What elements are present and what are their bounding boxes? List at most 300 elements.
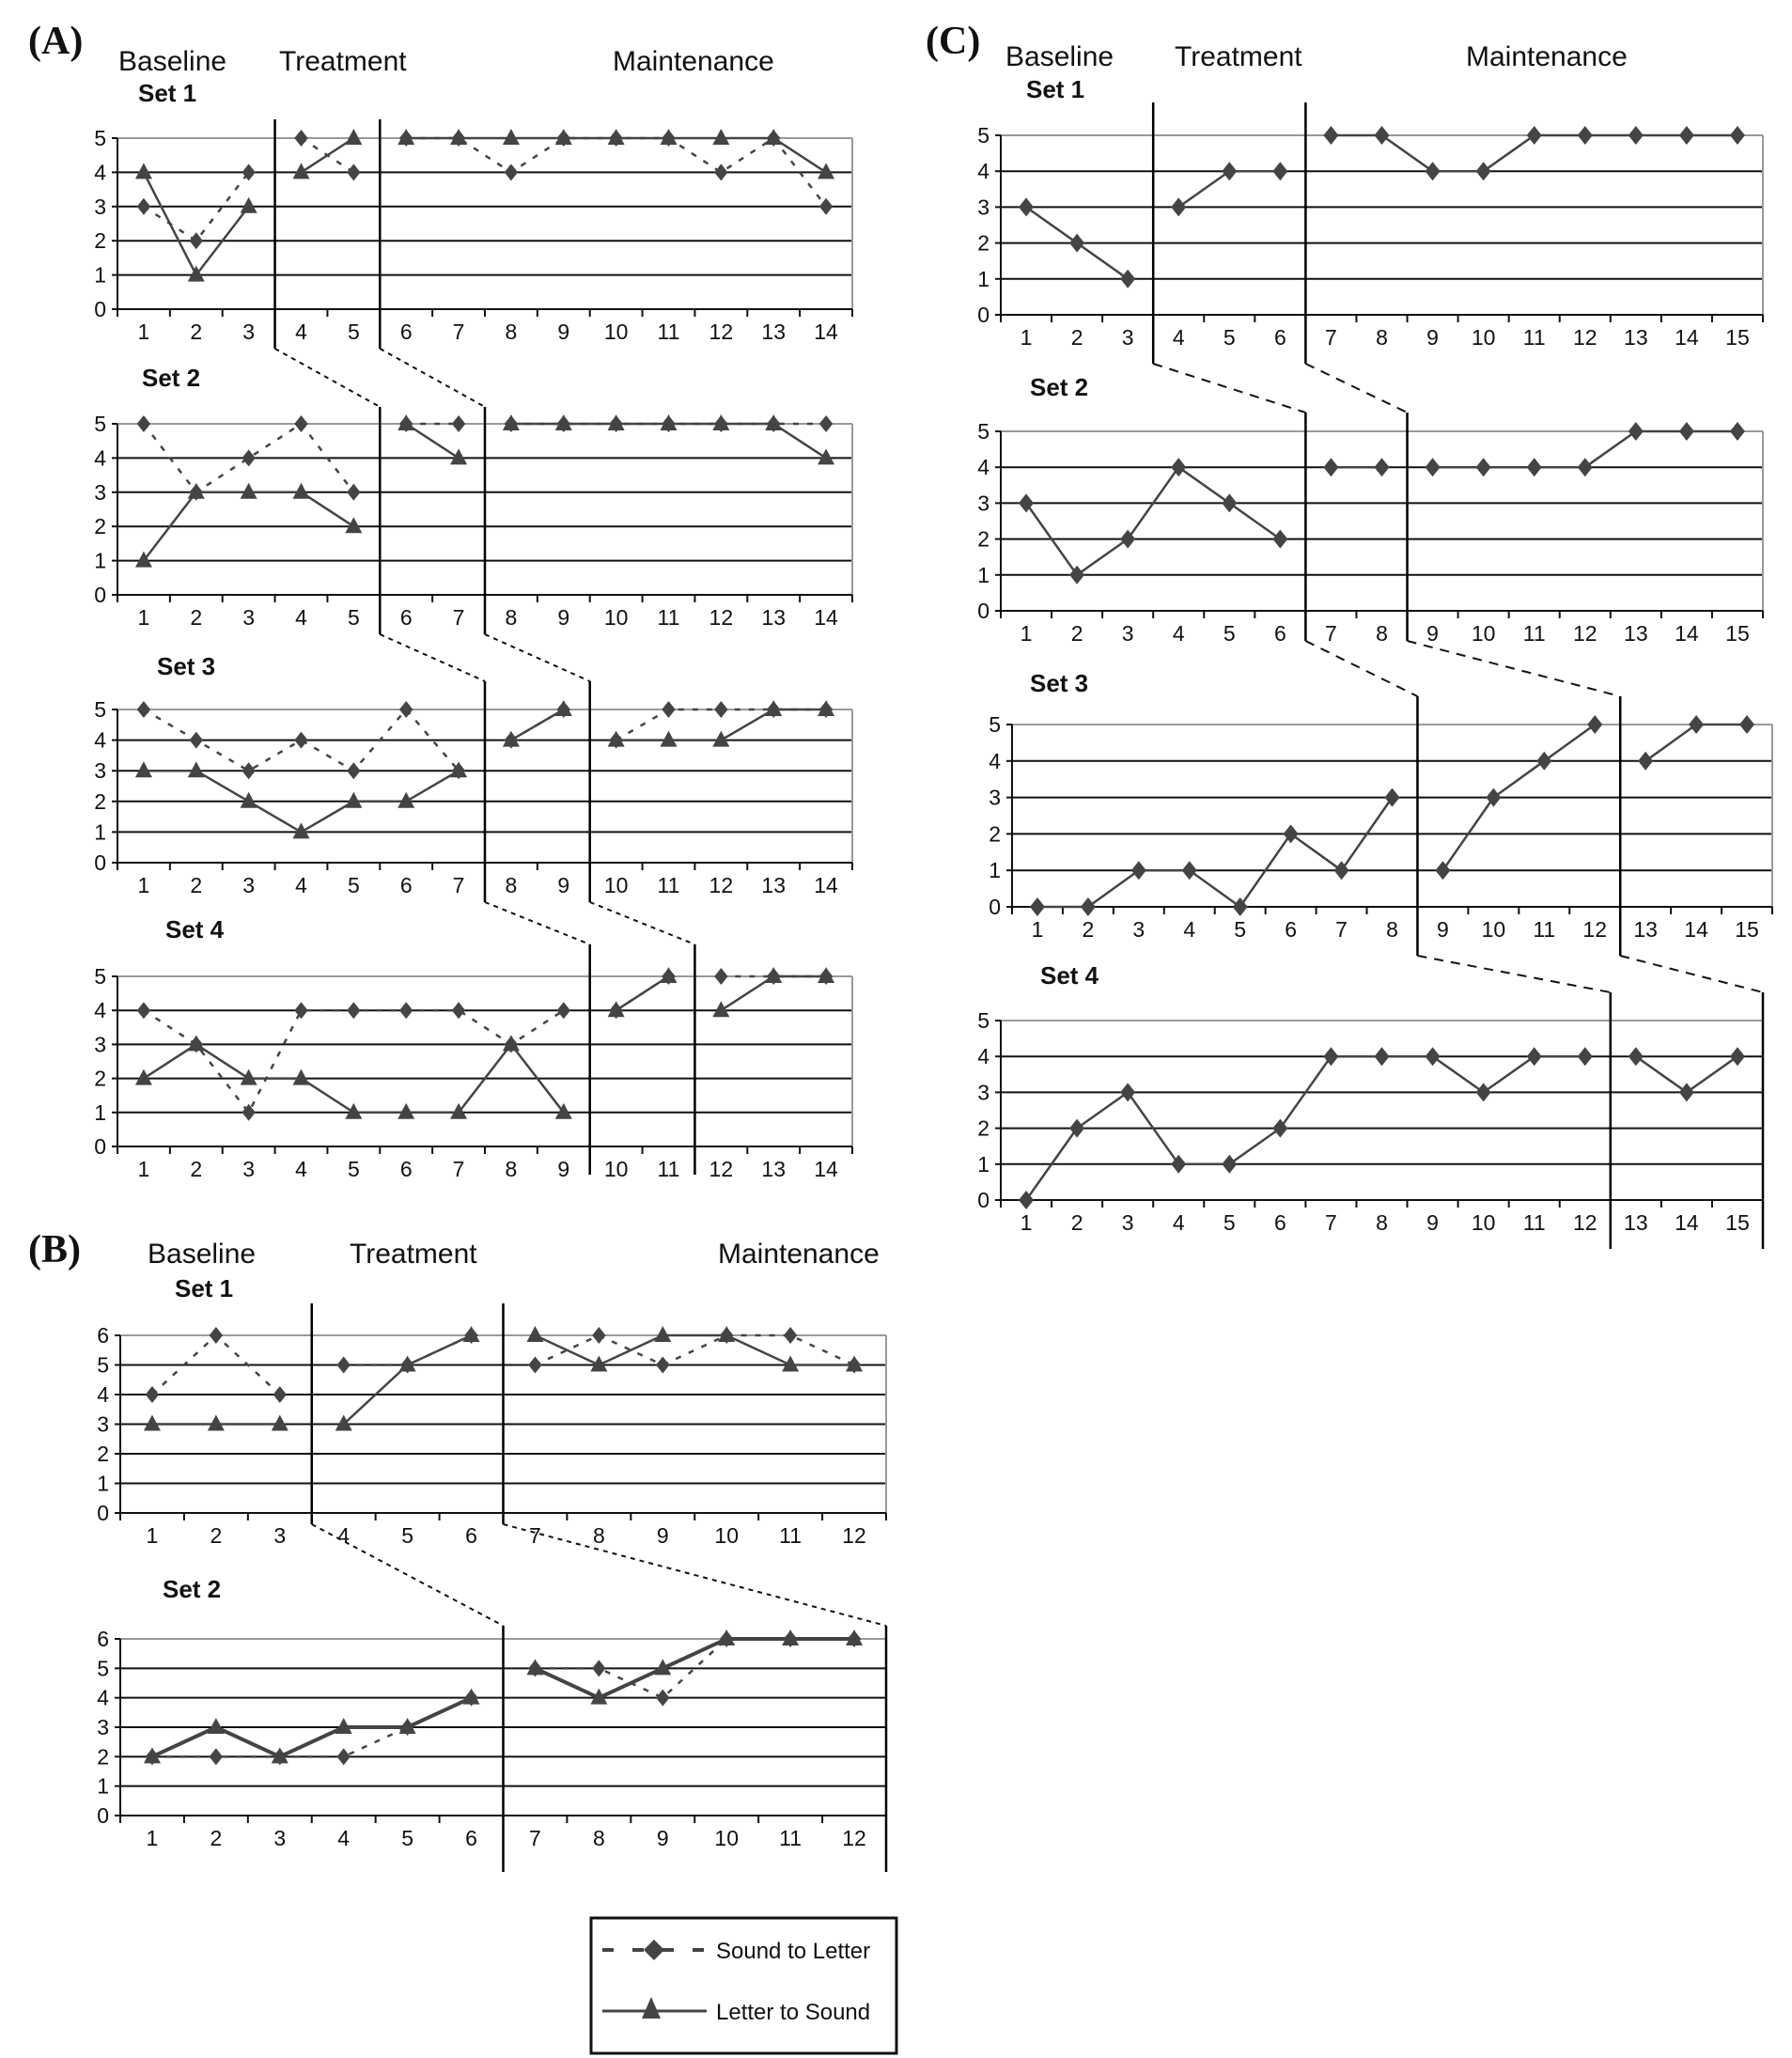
phase-connector-line bbox=[590, 902, 695, 944]
data-point-triangle bbox=[135, 761, 152, 777]
x-tick-label: 2 bbox=[190, 1157, 203, 1181]
x-tick-label: 14 bbox=[814, 1157, 838, 1181]
x-tick-label: 1 bbox=[1031, 917, 1044, 942]
data-point-diamond bbox=[714, 701, 727, 718]
series-letter-to-sound bbox=[135, 967, 834, 1119]
panel-a-treatment-label: Treatment bbox=[279, 46, 407, 77]
x-tick-label: 3 bbox=[242, 1157, 256, 1181]
data-point-triangle bbox=[526, 1326, 543, 1342]
x-tick-label: 5 bbox=[1223, 621, 1236, 646]
data-point-triangle bbox=[135, 163, 152, 179]
x-tick-label: 7 bbox=[452, 1157, 465, 1181]
data-point-diamond bbox=[294, 130, 307, 147]
legend-label-letter-to-sound: Letter to Sound bbox=[716, 2000, 871, 2025]
phase-connector-line bbox=[380, 634, 485, 681]
data-point-diamond bbox=[1222, 1155, 1237, 1174]
x-tick-label: 6 bbox=[1273, 1210, 1286, 1235]
data-point-diamond bbox=[190, 232, 203, 249]
phase-connector-line bbox=[380, 349, 485, 407]
x-tick-label: 7 bbox=[452, 605, 465, 630]
series-line bbox=[344, 1335, 472, 1425]
data-point-triangle bbox=[818, 967, 834, 983]
panel-c-maintenance-label: Maintenance bbox=[1466, 41, 1628, 72]
series-line bbox=[302, 138, 354, 172]
data-point-triangle bbox=[661, 967, 678, 983]
data-point-triangle bbox=[397, 414, 414, 430]
x-tick-label: 8 bbox=[1376, 325, 1388, 350]
x-tick-label: 4 bbox=[295, 1157, 307, 1181]
legend-label-sound-to-letter: Sound to Letter bbox=[716, 1939, 871, 1964]
y-tick-label: 2 bbox=[977, 1115, 989, 1141]
x-tick-label: 14 bbox=[1675, 325, 1699, 350]
x-tick-label: 8 bbox=[505, 605, 518, 630]
x-tick-label: 12 bbox=[709, 320, 734, 344]
y-tick-label: 5 bbox=[989, 712, 1001, 737]
y-tick-label: 2 bbox=[97, 1744, 109, 1770]
x-tick-label: 2 bbox=[1070, 621, 1083, 646]
data-point-triangle bbox=[555, 700, 572, 716]
x-tick-label: 5 bbox=[347, 320, 360, 344]
x-tick-label: 12 bbox=[1572, 325, 1597, 350]
data-point-diamond bbox=[137, 701, 150, 718]
data-point-diamond bbox=[137, 415, 150, 432]
data-point-diamond bbox=[337, 1357, 351, 1374]
data-point-triangle bbox=[608, 1001, 625, 1017]
y-tick-label: 3 bbox=[94, 194, 106, 219]
data-point-diamond bbox=[210, 1748, 223, 1765]
data-point-diamond bbox=[1272, 530, 1287, 549]
data-point-diamond bbox=[137, 198, 150, 215]
data-point-diamond bbox=[1375, 1047, 1390, 1066]
x-tick-label: 1 bbox=[146, 1826, 159, 1850]
data-point-diamond bbox=[347, 762, 360, 779]
data-point-diamond bbox=[557, 1002, 570, 1019]
data-point-triangle bbox=[208, 1718, 225, 1734]
x-tick-label: 11 bbox=[1522, 1210, 1546, 1235]
data-point-triangle bbox=[765, 967, 782, 983]
a-set4-title: Set 4 bbox=[165, 915, 225, 943]
data-point-diamond bbox=[1120, 270, 1135, 288]
y-tick-label: 2 bbox=[977, 526, 989, 552]
y-tick-label: 1 bbox=[977, 266, 989, 291]
data-point-triangle bbox=[345, 792, 362, 808]
x-tick-label: 4 bbox=[1172, 1210, 1185, 1235]
x-tick-label: 2 bbox=[210, 1826, 223, 1850]
data-point-diamond bbox=[1578, 126, 1593, 145]
x-tick-label: 3 bbox=[1121, 621, 1134, 646]
x-tick-label: 14 bbox=[814, 320, 838, 344]
x-tick-label: 1 bbox=[146, 1523, 159, 1548]
panel-c-label: (C) bbox=[926, 20, 981, 63]
x-tick-label: 7 bbox=[452, 320, 465, 344]
x-tick-label: 5 bbox=[1223, 325, 1236, 350]
data-point-triangle bbox=[818, 700, 834, 716]
x-tick-label: 6 bbox=[1285, 917, 1298, 942]
x-tick-label: 5 bbox=[347, 1157, 360, 1181]
x-tick-label: 9 bbox=[1426, 1210, 1439, 1235]
data-point-diamond bbox=[1476, 1083, 1491, 1101]
data-point-diamond bbox=[1081, 897, 1096, 916]
x-tick-label: 4 bbox=[337, 1523, 351, 1548]
chart-c-set-3 bbox=[989, 696, 1772, 956]
data-point-diamond bbox=[1679, 1083, 1694, 1101]
x-tick-label: 3 bbox=[242, 320, 256, 344]
c-set1-title: Set 1 bbox=[1026, 75, 1085, 103]
x-tick-label: 6 bbox=[1273, 325, 1286, 350]
data-point-triangle bbox=[188, 761, 205, 777]
x-tick-label: 6 bbox=[465, 1826, 477, 1850]
panel-b-label: (B) bbox=[28, 1228, 81, 1271]
x-tick-label: 12 bbox=[709, 873, 734, 897]
data-point-triangle bbox=[241, 197, 257, 213]
data-point-diamond bbox=[399, 701, 413, 718]
data-point-triangle bbox=[188, 1035, 205, 1051]
x-tick-label: 12 bbox=[709, 1157, 734, 1181]
x-tick-label: 11 bbox=[779, 1523, 803, 1548]
x-tick-label: 6 bbox=[399, 605, 413, 630]
data-point-diamond bbox=[1426, 1047, 1441, 1066]
phase-connector-line bbox=[1153, 364, 1305, 413]
x-tick-label: 12 bbox=[842, 1523, 866, 1548]
data-point-triangle bbox=[654, 1326, 671, 1342]
y-tick-label: 5 bbox=[94, 697, 106, 722]
x-tick-label: 14 bbox=[814, 873, 838, 897]
x-tick-label: 11 bbox=[1522, 325, 1546, 350]
data-point-triangle bbox=[450, 129, 467, 145]
x-tick-label: 12 bbox=[709, 605, 734, 630]
data-point-diamond bbox=[819, 198, 833, 215]
data-point-triangle bbox=[846, 1356, 863, 1372]
x-tick-label: 9 bbox=[557, 873, 570, 897]
y-tick-label: 3 bbox=[989, 785, 1001, 810]
data-point-diamond bbox=[1628, 1047, 1644, 1066]
y-tick-label: 2 bbox=[94, 788, 106, 814]
y-tick-label: 1 bbox=[94, 1099, 106, 1125]
data-point-diamond bbox=[337, 1748, 351, 1765]
data-point-diamond bbox=[242, 1104, 255, 1121]
data-point-triangle bbox=[555, 129, 572, 145]
data-point-diamond bbox=[1171, 197, 1186, 216]
x-tick-label: 4 bbox=[1172, 621, 1185, 646]
x-tick-label: 13 bbox=[761, 873, 787, 897]
data-point-triangle bbox=[765, 700, 782, 716]
x-tick-label: 11 bbox=[657, 1157, 680, 1181]
data-point-diamond bbox=[1272, 162, 1287, 180]
data-point-triangle bbox=[345, 1103, 362, 1119]
data-point-triangle bbox=[661, 414, 678, 430]
x-tick-label: 14 bbox=[1675, 1210, 1699, 1235]
x-tick-label: 5 bbox=[1234, 917, 1247, 942]
panel-b-treatment-label: Treatment bbox=[350, 1239, 477, 1270]
panel-c-baseline-label: Baseline bbox=[1005, 41, 1114, 72]
y-tick-label: 1 bbox=[989, 858, 1001, 883]
phase-connector-line bbox=[485, 902, 590, 944]
data-point-triangle bbox=[345, 129, 362, 145]
y-tick-label: 1 bbox=[977, 1151, 989, 1177]
data-point-triangle bbox=[272, 1415, 288, 1431]
a-set1-title: Set 1 bbox=[138, 79, 197, 107]
y-tick-label: 5 bbox=[97, 1656, 109, 1681]
y-tick-label: 3 bbox=[977, 195, 989, 220]
chart-a-set-1 bbox=[94, 119, 852, 349]
series-sound-to-letter bbox=[137, 130, 834, 249]
data-point-diamond bbox=[714, 968, 727, 985]
data-point-triangle bbox=[608, 414, 625, 430]
x-tick-label: 11 bbox=[1533, 917, 1556, 942]
x-tick-label: 12 bbox=[1572, 1210, 1597, 1235]
x-tick-label: 5 bbox=[401, 1523, 414, 1548]
y-tick-label: 0 bbox=[94, 850, 106, 875]
y-tick-label: 5 bbox=[977, 123, 989, 148]
y-tick-label: 0 bbox=[94, 583, 106, 607]
data-point-diamond bbox=[294, 415, 307, 432]
data-point-triangle bbox=[208, 1415, 225, 1431]
data-point-triangle bbox=[712, 1001, 729, 1017]
c-set2-title: Set 2 bbox=[1030, 373, 1089, 401]
a-set3-title: Set 3 bbox=[157, 652, 216, 680]
x-tick-label: 5 bbox=[347, 605, 360, 630]
y-tick-label: 4 bbox=[977, 1044, 989, 1069]
y-tick-label: 6 bbox=[97, 1627, 109, 1651]
data-point-diamond bbox=[273, 1386, 287, 1403]
panel-a-baseline-label: Baseline bbox=[118, 46, 227, 77]
data-point-diamond bbox=[1030, 897, 1045, 916]
x-tick-label: 4 bbox=[295, 873, 307, 897]
x-tick-label: 2 bbox=[190, 605, 203, 630]
x-tick-label: 2 bbox=[190, 873, 203, 897]
data-point-triangle bbox=[608, 731, 625, 747]
panel-a-maintenance-label: Maintenance bbox=[613, 46, 774, 77]
series-letter-to-sound bbox=[135, 129, 834, 282]
x-tick-label: 10 bbox=[714, 1523, 740, 1548]
y-tick-label: 0 bbox=[977, 303, 989, 327]
x-tick-label: 4 bbox=[295, 320, 307, 344]
data-point-triangle bbox=[782, 1356, 799, 1372]
x-tick-label: 3 bbox=[1121, 325, 1134, 350]
data-point-diamond bbox=[592, 1327, 605, 1344]
x-tick-label: 9 bbox=[1426, 621, 1439, 646]
x-tick-label: 7 bbox=[529, 1826, 541, 1850]
x-tick-label: 7 bbox=[1335, 917, 1348, 942]
x-tick-label: 5 bbox=[1223, 1210, 1236, 1235]
b-set2-title: Set 2 bbox=[163, 1575, 222, 1603]
series-line bbox=[535, 1335, 854, 1365]
data-point-diamond bbox=[190, 732, 203, 749]
data-point-triangle bbox=[712, 414, 729, 430]
legend bbox=[591, 1918, 896, 2053]
x-tick-label: 5 bbox=[401, 1826, 414, 1850]
x-tick-label: 11 bbox=[1522, 621, 1546, 646]
x-tick-label: 13 bbox=[1633, 917, 1658, 942]
data-point-triangle bbox=[526, 1659, 543, 1675]
x-tick-label: 13 bbox=[1624, 621, 1648, 646]
y-tick-label: 5 bbox=[977, 419, 989, 444]
data-point-triangle bbox=[450, 448, 467, 464]
x-tick-label: 3 bbox=[1132, 917, 1145, 942]
x-tick-label: 1 bbox=[137, 1157, 150, 1181]
y-tick-label: 0 bbox=[94, 297, 106, 321]
series-line bbox=[144, 172, 249, 274]
x-tick-label: 3 bbox=[1121, 1210, 1134, 1235]
chart-b-set-1 bbox=[97, 1303, 886, 1548]
data-point-triangle bbox=[144, 1415, 161, 1431]
data-point-diamond bbox=[1739, 715, 1754, 734]
chart-c-set-1 bbox=[977, 102, 1763, 364]
data-point-diamond bbox=[1578, 1047, 1593, 1066]
x-tick-label: 10 bbox=[603, 605, 629, 630]
data-point-diamond bbox=[714, 164, 727, 180]
data-point-triangle bbox=[503, 129, 520, 145]
c-set3-title: Set 3 bbox=[1030, 669, 1089, 697]
x-tick-label: 3 bbox=[273, 1523, 287, 1548]
data-point-diamond bbox=[294, 732, 307, 749]
x-tick-label: 8 bbox=[505, 1157, 518, 1181]
x-tick-label: 7 bbox=[529, 1523, 541, 1548]
data-point-diamond bbox=[452, 415, 465, 432]
data-point-triangle bbox=[661, 731, 678, 747]
data-point-diamond bbox=[819, 415, 833, 432]
data-point-triangle bbox=[293, 483, 310, 499]
chart-c-set-2 bbox=[977, 413, 1763, 646]
x-tick-label: 8 bbox=[1386, 917, 1398, 942]
data-point-triangle bbox=[590, 1356, 607, 1372]
data-point-triangle bbox=[463, 1689, 480, 1705]
y-tick-label: 0 bbox=[97, 1501, 109, 1525]
charts-layer bbox=[94, 102, 1772, 1872]
data-point-diamond bbox=[1426, 162, 1441, 180]
x-tick-label: 10 bbox=[1471, 325, 1496, 350]
data-point-triangle bbox=[293, 1069, 310, 1085]
y-tick-label: 1 bbox=[97, 1773, 109, 1799]
data-point-diamond bbox=[1222, 493, 1237, 512]
data-point-diamond bbox=[528, 1357, 541, 1374]
y-tick-label: 4 bbox=[989, 748, 1001, 773]
data-point-diamond bbox=[505, 164, 518, 180]
b-set1-title: Set 1 bbox=[175, 1274, 234, 1302]
chart-a-set-4 bbox=[94, 944, 852, 1181]
x-tick-label: 2 bbox=[190, 320, 203, 344]
y-tick-label: 1 bbox=[94, 548, 106, 573]
y-tick-label: 3 bbox=[977, 491, 989, 516]
data-point-diamond bbox=[1527, 126, 1542, 145]
data-point-diamond bbox=[347, 164, 360, 180]
phase-connector-line bbox=[275, 349, 381, 407]
data-point-diamond bbox=[242, 762, 255, 779]
data-point-triangle bbox=[397, 792, 414, 808]
x-tick-label: 10 bbox=[714, 1826, 740, 1850]
x-tick-label: 6 bbox=[399, 320, 413, 344]
data-point-diamond bbox=[1375, 126, 1390, 145]
series-line bbox=[1026, 467, 1280, 575]
data-point-diamond bbox=[452, 1002, 465, 1019]
data-point-diamond bbox=[399, 1002, 413, 1019]
x-tick-label: 6 bbox=[399, 873, 413, 897]
x-tick-label: 9 bbox=[656, 1523, 669, 1548]
y-tick-label: 2 bbox=[989, 821, 1001, 847]
y-tick-label: 2 bbox=[94, 1066, 106, 1091]
data-point-diamond bbox=[1628, 422, 1644, 441]
a-set2-title: Set 2 bbox=[142, 364, 201, 392]
data-point-diamond bbox=[242, 449, 255, 466]
y-tick-label: 4 bbox=[97, 1382, 109, 1407]
x-tick-label: 8 bbox=[1376, 1210, 1388, 1235]
data-point-diamond bbox=[1527, 458, 1542, 476]
data-point-diamond bbox=[347, 1002, 360, 1019]
series-line bbox=[406, 424, 459, 458]
data-point-diamond bbox=[1222, 162, 1237, 180]
x-tick-label: 6 bbox=[465, 1523, 477, 1548]
phase-connector-line bbox=[1305, 364, 1407, 413]
data-point-diamond bbox=[1131, 861, 1146, 880]
data-point-diamond bbox=[1069, 234, 1084, 253]
x-tick-label: 7 bbox=[1325, 325, 1337, 350]
data-point-diamond bbox=[146, 1386, 159, 1403]
x-tick-label: 3 bbox=[242, 873, 256, 897]
x-tick-label: 13 bbox=[1624, 1210, 1648, 1235]
x-tick-label: 8 bbox=[505, 873, 518, 897]
data-point-diamond bbox=[784, 1327, 797, 1344]
chart-c-set-4 bbox=[977, 992, 1763, 1249]
x-tick-label: 2 bbox=[1070, 325, 1083, 350]
x-tick-label: 12 bbox=[842, 1826, 866, 1850]
x-tick-label: 13 bbox=[761, 605, 787, 630]
x-tick-label: 8 bbox=[592, 1826, 605, 1850]
y-tick-label: 5 bbox=[97, 1352, 109, 1378]
phase-connector-line bbox=[504, 1524, 887, 1626]
data-point-diamond bbox=[1476, 458, 1491, 476]
series-line bbox=[511, 709, 564, 741]
x-tick-label: 4 bbox=[1172, 325, 1185, 350]
data-point-triangle bbox=[241, 483, 257, 499]
data-point-triangle bbox=[241, 1069, 257, 1085]
y-tick-label: 1 bbox=[94, 262, 106, 288]
series-line bbox=[535, 1335, 854, 1365]
x-tick-label: 6 bbox=[1273, 621, 1286, 646]
y-tick-label: 1 bbox=[977, 562, 989, 587]
data-point-diamond bbox=[1323, 458, 1338, 476]
y-tick-label: 6 bbox=[97, 1323, 109, 1348]
x-tick-label: 10 bbox=[1471, 1210, 1496, 1235]
data-point-triangle bbox=[608, 129, 625, 145]
x-tick-label: 2 bbox=[210, 1523, 223, 1548]
y-tick-label: 5 bbox=[94, 126, 106, 150]
x-tick-label: 13 bbox=[761, 320, 787, 344]
x-tick-label: 15 bbox=[1725, 621, 1750, 646]
x-tick-label: 4 bbox=[337, 1826, 351, 1850]
data-point-diamond bbox=[1679, 126, 1694, 145]
data-point-diamond bbox=[1730, 1047, 1745, 1066]
data-point-triangle bbox=[241, 792, 257, 808]
chart-a-set-2 bbox=[94, 407, 852, 634]
y-tick-label: 3 bbox=[94, 1032, 106, 1057]
y-tick-label: 5 bbox=[94, 412, 106, 436]
x-tick-label: 1 bbox=[1020, 1210, 1033, 1235]
x-tick-label: 1 bbox=[137, 605, 150, 630]
x-tick-label: 10 bbox=[603, 320, 629, 344]
x-tick-label: 5 bbox=[347, 873, 360, 897]
data-point-diamond bbox=[1730, 126, 1745, 145]
data-point-triangle bbox=[188, 483, 205, 499]
data-point-triangle bbox=[345, 517, 362, 533]
data-point-triangle bbox=[818, 448, 834, 464]
y-tick-label: 3 bbox=[97, 1715, 109, 1739]
y-tick-label: 3 bbox=[977, 1080, 989, 1105]
data-point-diamond bbox=[1019, 197, 1034, 216]
x-tick-label: 4 bbox=[1183, 917, 1196, 942]
x-tick-label: 1 bbox=[1020, 621, 1033, 646]
x-tick-label: 8 bbox=[1376, 621, 1388, 646]
y-tick-label: 4 bbox=[94, 998, 106, 1023]
